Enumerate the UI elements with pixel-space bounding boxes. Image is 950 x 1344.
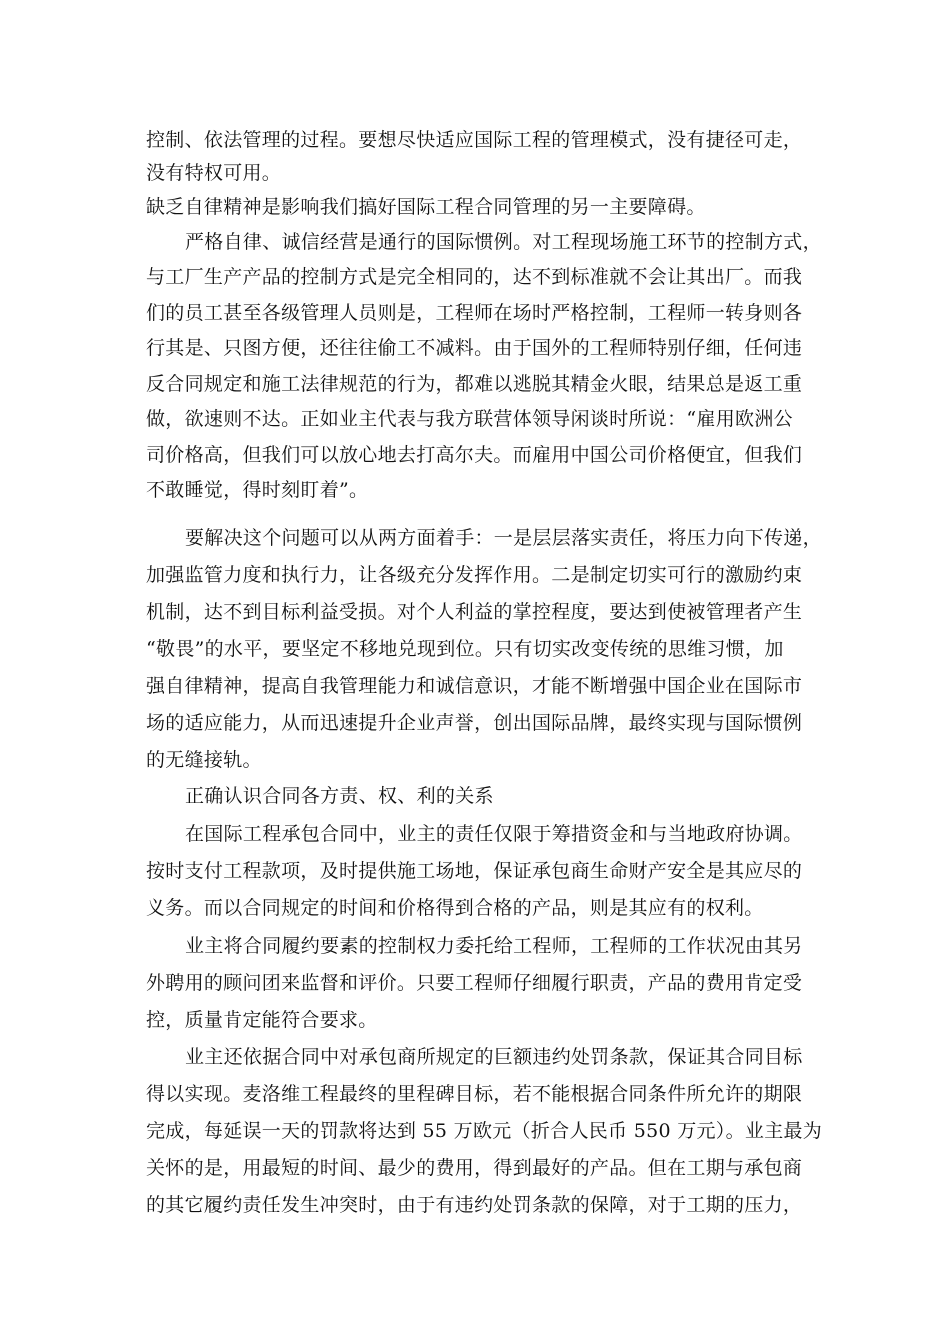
text-line: 加强监管力度和执行力，让各级充分发挥作用。二是制定切实可行的激励约束 <box>146 564 803 586</box>
text-line: 强自律精神，提高自我管理能力和诚信意识，才能不断增强中国企业在国际市 <box>146 675 803 697</box>
section-heading: 正确认识合同各方责、权、利的关系 <box>185 785 494 807</box>
text-line: 反合同规定和施工法律规范的行为，都难以逃脱其精金火眼，结果总是返工重 <box>146 373 803 395</box>
text-line: 控，质量肯定能符合要求。 <box>146 1009 378 1031</box>
text-line: 与工厂生产产品的控制方式是完全相同的，达不到标准就不会让其出厂。而我 <box>146 266 803 288</box>
text-line: 行其是、只图方便，还往往偷工不减料。由于国外的工程师特别仔细，任何违 <box>146 337 803 359</box>
text-line: 义务。而以合同规定的时间和价格得到合格的产品，则是其应有的权利。 <box>146 897 764 919</box>
text-line: 得以实现。麦洛维工程最终的里程碑目标，若不能根据合同条件所允许的期限 <box>146 1083 803 1105</box>
text-line: 做，欲速则不达。正如业主代表与我方联营体领导闲谈时所说：“雇用欧洲公 <box>146 408 793 430</box>
text-line: 司价格高，但我们可以放心地去打高尔夫。而雇用中国公司价格便宜，但我们 <box>146 444 803 466</box>
paragraph-start: 严格自律、诚信经营是通行的国际惯例。对工程现场施工环节的控制方式， <box>185 231 822 253</box>
paragraph-start: 业主还依据合同中对承包商所规定的巨额违约处罚条款，保证其合同目标 <box>185 1046 803 1068</box>
text-line: 不敢睡觉，得时刻盯着”。 <box>146 479 369 501</box>
text-line: 没有特权可用。 <box>146 162 282 184</box>
text-line: 按时支付工程款项，及时提供施工场地，保证承包商生命财产安全是其应尽的 <box>146 860 803 882</box>
paragraph-start: 业主将合同履约要素的控制权力委托给工程师，工程师的工作状况由其另 <box>185 935 803 957</box>
paragraph-start: 要解决这个问题可以从两方面着手：一是层层落实责任，将压力向下传递， <box>185 527 822 549</box>
text-line: 控制、依法管理的过程。要想尽快适应国际工程的管理模式，没有捷径可走， <box>146 129 803 151</box>
text-line: 们的员工甚至各级管理人员则是，工程师在场时严格控制，工程师一转身则各 <box>146 302 803 324</box>
text-line: 的其它履约责任发生冲突时，由于有违约处罚条款的保障，对于工期的压力， <box>146 1194 803 1216</box>
text-line: 机制，达不到目标利益受损。对个人利益的掌控程度，要达到使被管理者产生 <box>146 601 803 623</box>
text-line: “敬畏”的水平，要坚定不移地兑现到位。只有切实改变传统的思维习惯，加 <box>146 638 784 660</box>
text-line: 的无缝接轨。 <box>146 749 262 771</box>
text-line: 外聘用的顾问团来监督和评价。只要工程师仔细履行职责，产品的费用肯定受 <box>146 972 803 994</box>
paragraph-start: 在国际工程承包合同中，业主的责任仅限于筹措资金和与当地政府协调。 <box>185 823 803 845</box>
text-line: 缺乏自律精神是影响我们搞好国际工程合同管理的另一主要障碍。 <box>146 196 706 218</box>
text-line: 完成，每延误一天的罚款将达到 55 万欧元（折合人民币 550 万元）。业主最为 <box>146 1120 823 1142</box>
text-line: 关怀的是，用最短的时间、最少的费用，得到最好的产品。但在工期与承包商 <box>146 1157 803 1179</box>
text-line: 场的适应能力，从而迅速提升企业声誉，创出国际品牌，最终实现与国际惯例 <box>146 712 803 734</box>
